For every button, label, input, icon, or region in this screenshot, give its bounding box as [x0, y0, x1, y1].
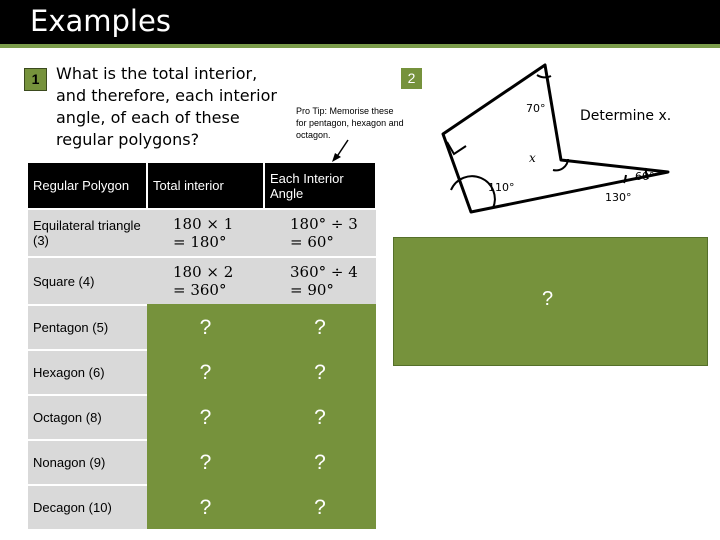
answer-reveal-box[interactable]: [393, 237, 708, 366]
question-1-badge: 1: [24, 68, 47, 91]
reveal-each-box[interactable]: ?: [264, 440, 376, 485]
question-1-text: What is the total interior, and therefore, each interior angle, of each of these regular polygons?: [56, 64, 277, 149]
polygon-name: Equilateral triangle (3): [28, 209, 147, 257]
table-row: [28, 257, 376, 305]
title-bar: [0, 0, 720, 46]
reveal-total-box[interactable]: ?: [147, 350, 264, 395]
reveal-total-box[interactable]: ?: [147, 440, 264, 485]
reveal-each-box[interactable]: ?: [264, 485, 376, 529]
each-angle-cell: 180° ÷ 3 = 60°: [264, 209, 376, 257]
reveal-each-box[interactable]: ?: [264, 305, 376, 350]
page-title: Examples: [30, 4, 171, 38]
polygon-name: Hexagon (6): [28, 350, 147, 395]
total-interior-cell: 180 × 1 = 180°: [147, 209, 264, 257]
polygon-table: [28, 163, 377, 529]
table-header: [28, 163, 376, 209]
angle-label: 130°: [605, 191, 632, 204]
polygon-name: Decagon (10): [28, 485, 147, 529]
angle-label: 110°: [488, 181, 515, 194]
angle-label: x: [529, 151, 536, 165]
reveal-each-box[interactable]: ?: [264, 350, 376, 395]
reveal-total-box[interactable]: ?: [147, 395, 264, 440]
reveal-total-box[interactable]: ?: [147, 305, 264, 350]
column-header: Total interior: [147, 163, 264, 209]
table-row: [28, 395, 376, 440]
angle-label: 60°: [635, 170, 655, 183]
column-header: Regular Polygon: [28, 163, 147, 209]
pentagon-diagram: [428, 60, 698, 220]
question-2-badge: 2: [401, 68, 422, 89]
answer-placeholder: ?: [542, 288, 554, 310]
arrow-down-icon: [330, 138, 352, 164]
table-row: [28, 440, 376, 485]
polygon-name: Pentagon (5): [28, 305, 147, 350]
total-interior-cell: 180 × 2 = 360°: [147, 257, 264, 305]
reveal-each-box[interactable]: ?: [264, 395, 376, 440]
table-row: [28, 209, 376, 257]
title-underline: [0, 44, 720, 48]
polygon-name: Square (4): [28, 257, 147, 305]
polygon-name: Nonagon (9): [28, 440, 147, 485]
table-row: [28, 305, 376, 350]
table-row: [28, 485, 376, 529]
pro-tip: Pro Tip: Memorise these for pentagon, hexagon and octagon.: [296, 106, 404, 140]
reveal-total-box[interactable]: ?: [147, 485, 264, 529]
table-row: [28, 350, 376, 395]
question-2-prompt: Determine x.: [580, 108, 672, 124]
polygon-name: Octagon (8): [28, 395, 147, 440]
angle-label: 70°: [526, 102, 546, 115]
each-angle-cell: 360° ÷ 4 = 90°: [264, 257, 376, 305]
column-header: Each Interior Angle: [264, 163, 376, 209]
